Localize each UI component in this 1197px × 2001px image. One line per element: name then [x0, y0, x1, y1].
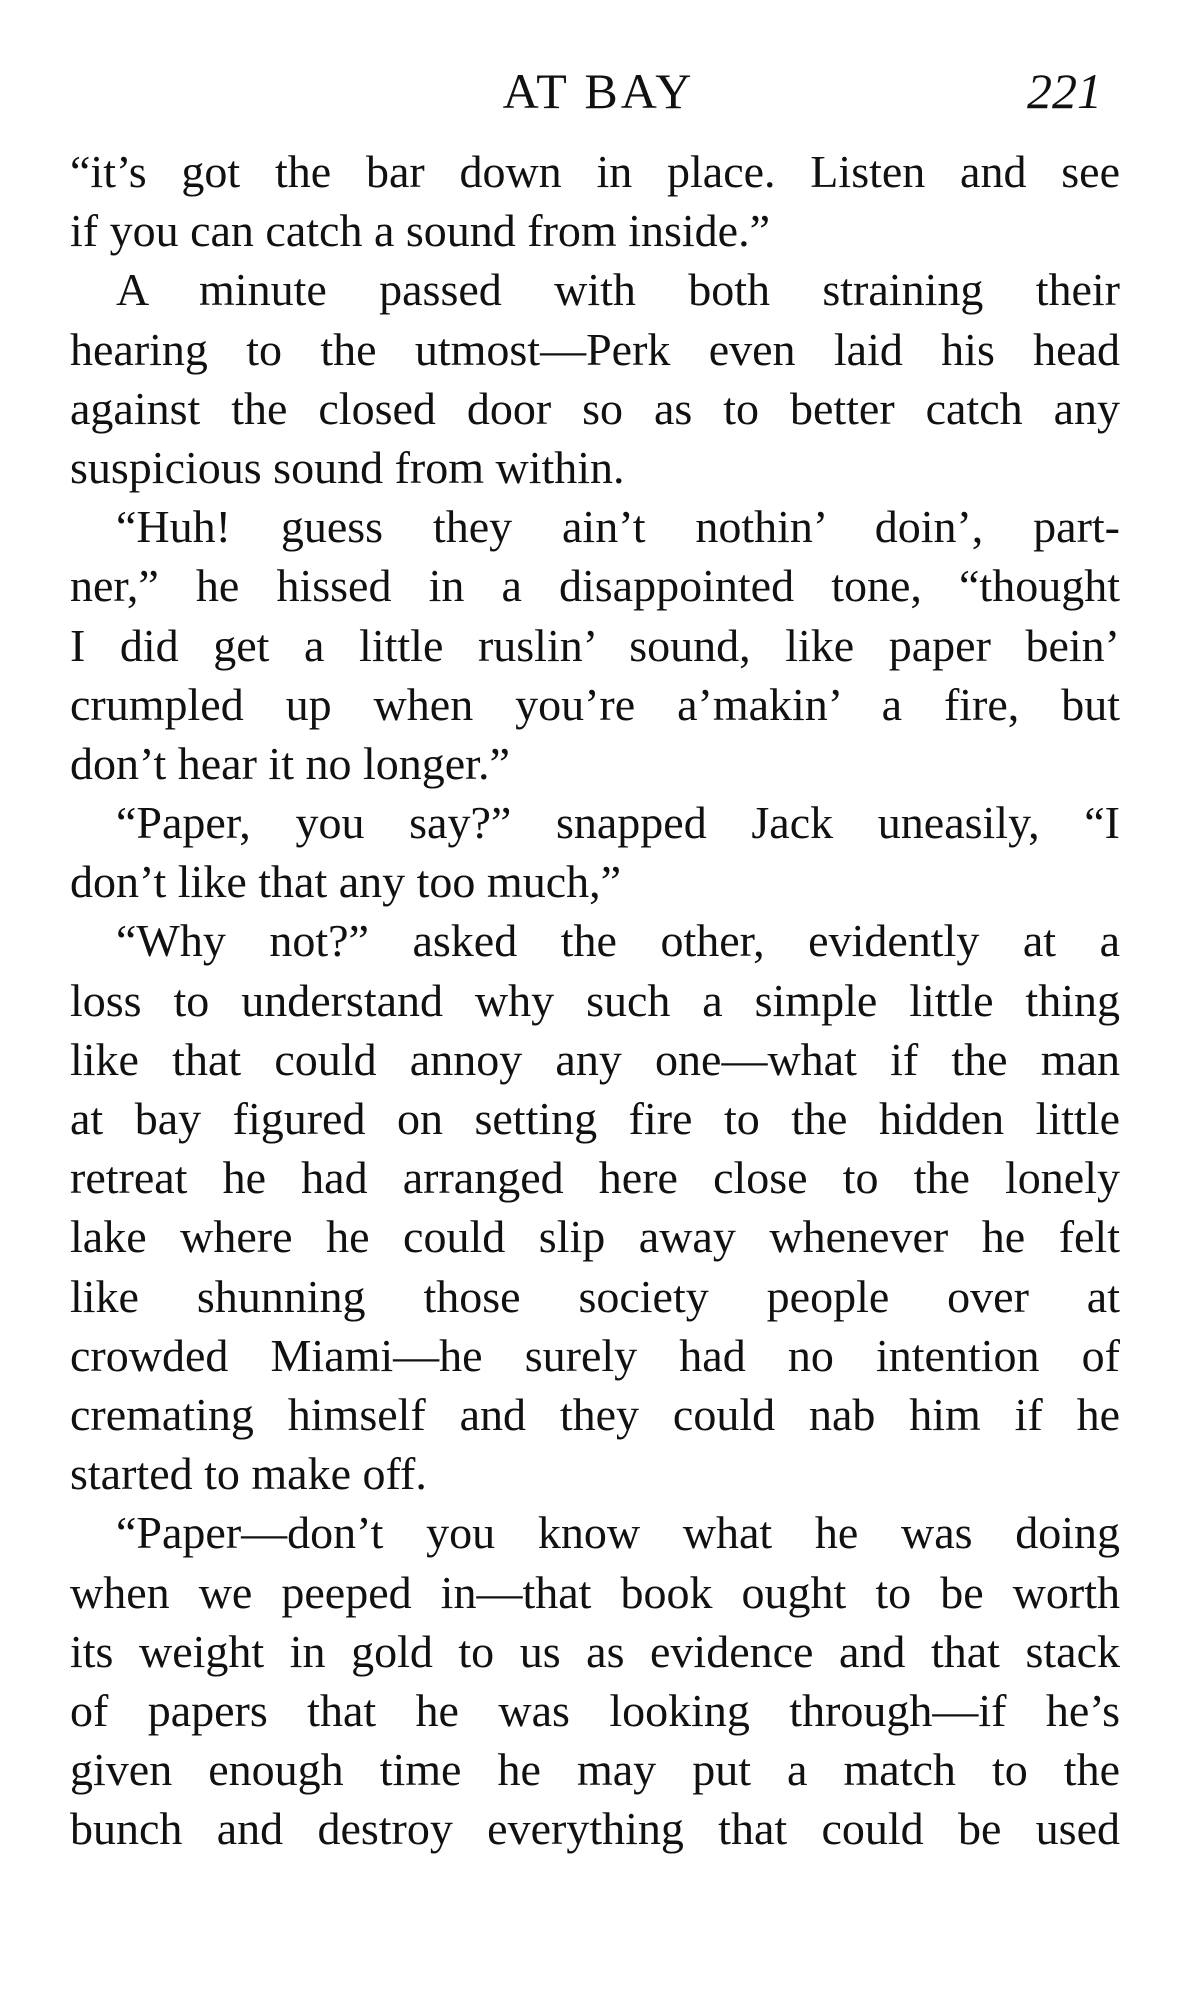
running-head [0, 56, 1197, 126]
text-line: A minute passed with both straining their [116, 264, 1120, 316]
text-line: crumpled up when you’re a’makin’ a fire, but [70, 678, 1120, 730]
text-line: suspicious sound from within. [70, 441, 625, 493]
text-line: given enough time he may put a match to the [70, 1744, 1120, 1796]
paragraph [70, 1503, 1120, 1858]
text-line: retreat he had arranged here close to the lonely [70, 1152, 1120, 1204]
text-line: against the closed door so as to better catch any [70, 382, 1120, 434]
paragraph [70, 142, 1120, 260]
paragraph [70, 497, 1120, 793]
text-line: if you can catch a sound from inside.” [70, 205, 770, 257]
text-line: when we peeped in—that book ought to be worth [70, 1566, 1120, 1618]
text-line: like that could annoy any one—what if the man [70, 1033, 1120, 1085]
paragraph [70, 260, 1120, 497]
text-line: bunch and destroy everything that could be used [70, 1803, 1120, 1855]
text-line: its weight in gold to us as evidence and that stack [70, 1625, 1120, 1677]
text-line: like shunning those society people over at [70, 1270, 1120, 1322]
text-line: of papers that he was looking through—if he’s [70, 1684, 1120, 1736]
text-line: crowded Miami—he surely had no intention of [70, 1329, 1120, 1381]
page-number: 221 [1027, 63, 1102, 119]
text-line: cremating himself and they could nab him if he [70, 1388, 1120, 1440]
text-line: “Huh! guess they ain’t nothin’ doin’, part- [116, 501, 1120, 553]
text-line: ner,” he hissed in a disappointed tone, “thought [70, 560, 1120, 612]
body-text [70, 142, 1120, 1858]
paragraph [70, 911, 1120, 1503]
text-line: started to make off. [70, 1448, 427, 1500]
paragraph [70, 793, 1120, 911]
text-line: hearing to the utmost—Perk even laid his head [70, 323, 1120, 375]
text-line: loss to understand why such a simple little thing [70, 974, 1120, 1026]
text-line: “Paper, you say?” snapped Jack uneasily, “I [116, 797, 1120, 849]
text-line: don’t like that any too much,” [70, 856, 622, 908]
text-line: don’t hear it no longer.” [70, 737, 510, 789]
text-line: lake where he could slip away whenever he felt [70, 1211, 1120, 1263]
text-line: “Why not?” asked the other, evidently at a [116, 915, 1120, 967]
text-line: at bay figured on setting fire to the hidden little [70, 1093, 1120, 1144]
text-line: “it’s got the bar down in place. Listen and see [70, 146, 1120, 197]
running-title: AT BAY [502, 63, 695, 119]
text-line: “Paper—don’t you know what he was doing [116, 1507, 1120, 1559]
text-line: I did get a little ruslin’ sound, like paper bein’ [70, 619, 1120, 671]
